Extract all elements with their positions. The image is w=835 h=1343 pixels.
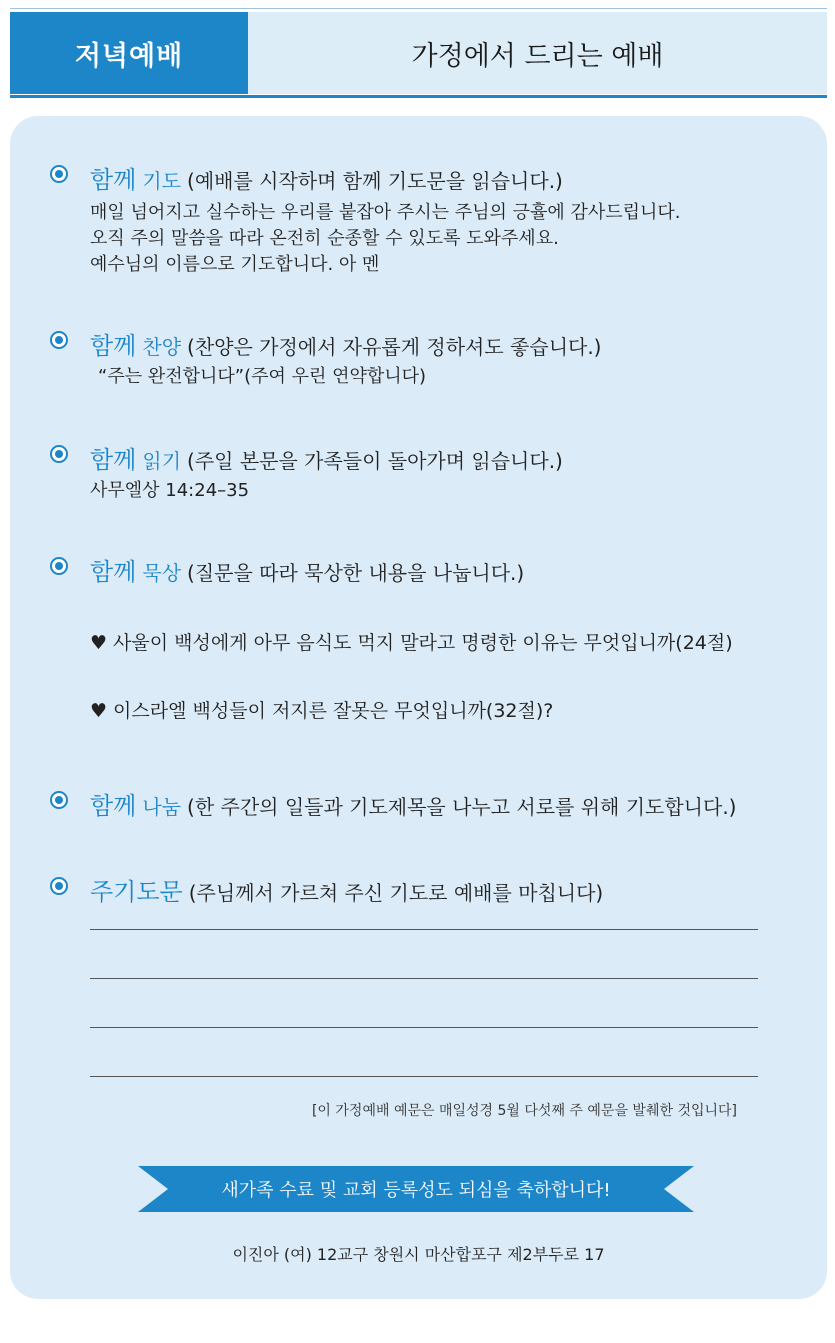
header-rule	[10, 95, 827, 98]
section-heading	[90, 552, 524, 587]
bullet-icon	[50, 557, 68, 575]
new-member-address: 이진아 (여) 12교구 창원시 마산합포구 제2부두로 17	[232, 1245, 605, 1264]
bullet-icon	[50, 445, 68, 463]
header-tab-label: 저녁예배	[10, 12, 248, 94]
bullet-icon	[50, 331, 68, 349]
question-1	[90, 628, 733, 655]
section-keyword: 찬양	[142, 335, 182, 359]
heart-icon: ♥	[90, 632, 108, 654]
section-big: 함께	[90, 332, 137, 360]
section-big: 함께	[90, 558, 137, 586]
section-heading	[90, 872, 603, 907]
header	[10, 12, 827, 94]
bullet-icon	[50, 791, 68, 809]
section-desc: (한 주간의 일들과 기도제목을 나누고 서로를 위해 기도합니다.)	[187, 795, 737, 819]
question-text: 이스라엘 백성들이 저지른 잘못은 무엇입니까(32절)?	[113, 700, 554, 722]
bullet-icon	[50, 877, 68, 895]
section-big: 주기도문	[90, 878, 183, 906]
section-heading	[90, 326, 602, 361]
writing-line	[90, 929, 758, 930]
section-keyword: 기도	[142, 169, 182, 193]
ribbon-text: 새가족 수료 및 교회 등록성도 되심을 축하합니다!	[221, 1180, 611, 1201]
top-rule	[10, 8, 827, 9]
praise-song: “주는 완전합니다”(주여 우린 연약합니다)	[98, 366, 427, 387]
section-heading	[90, 160, 563, 195]
bullet-icon	[50, 165, 68, 183]
worship-card	[10, 116, 827, 1299]
writing-line	[90, 978, 758, 979]
page-title: 가정에서 드리는 예배	[411, 40, 664, 72]
congratulations-ribbon	[138, 1166, 694, 1212]
section-big: 함께	[90, 792, 137, 820]
prayer-line-1: 매일 넘어지고 실수하는 우리를 붙잡아 주시는 주님의 긍휼에 감사드립니다.	[90, 202, 681, 223]
source-note: [이 가정예배 예문은 매일성경 5월 다섯째 주 예문을 발췌한 것입니다]	[311, 1103, 737, 1119]
question-text: 사울이 백성에게 아무 음식도 먹지 말라고 명령한 이유는 무엇입니까(24절)	[113, 632, 733, 654]
section-big: 함께	[90, 166, 137, 194]
section-desc: (질문을 따라 묵상한 내용을 나눕니다.)	[187, 561, 525, 585]
section-desc: (예배를 시작하며 함께 기도문을 읽습니다.)	[187, 169, 563, 193]
section-keyword: 나눔	[142, 795, 182, 819]
question-2	[90, 696, 553, 723]
section-desc: (주일 본문을 가족들이 돌아가며 읽습니다.)	[187, 449, 563, 473]
scripture-reference: 사무엘상 14:24–35	[90, 480, 250, 501]
prayer-line-3: 예수님의 이름으로 기도합니다. 아 멘	[90, 254, 380, 275]
section-keyword: 묵상	[142, 561, 182, 585]
writing-line	[90, 1027, 758, 1028]
section-heading	[90, 786, 736, 821]
section-desc: (찬양은 가정에서 자유롭게 정하셔도 좋습니다.)	[187, 335, 602, 359]
section-keyword: 읽기	[142, 449, 182, 473]
writing-line	[90, 1076, 758, 1077]
section-heading	[90, 440, 563, 475]
prayer-line-2: 오직 주의 말씀을 따라 온전히 순종할 수 있도록 도와주세요.	[90, 228, 559, 249]
section-big: 함께	[90, 446, 137, 474]
heart-icon: ♥	[90, 700, 108, 722]
section-desc: (주님께서 가르쳐 주신 기도로 예배를 마칩니다)	[188, 881, 604, 905]
